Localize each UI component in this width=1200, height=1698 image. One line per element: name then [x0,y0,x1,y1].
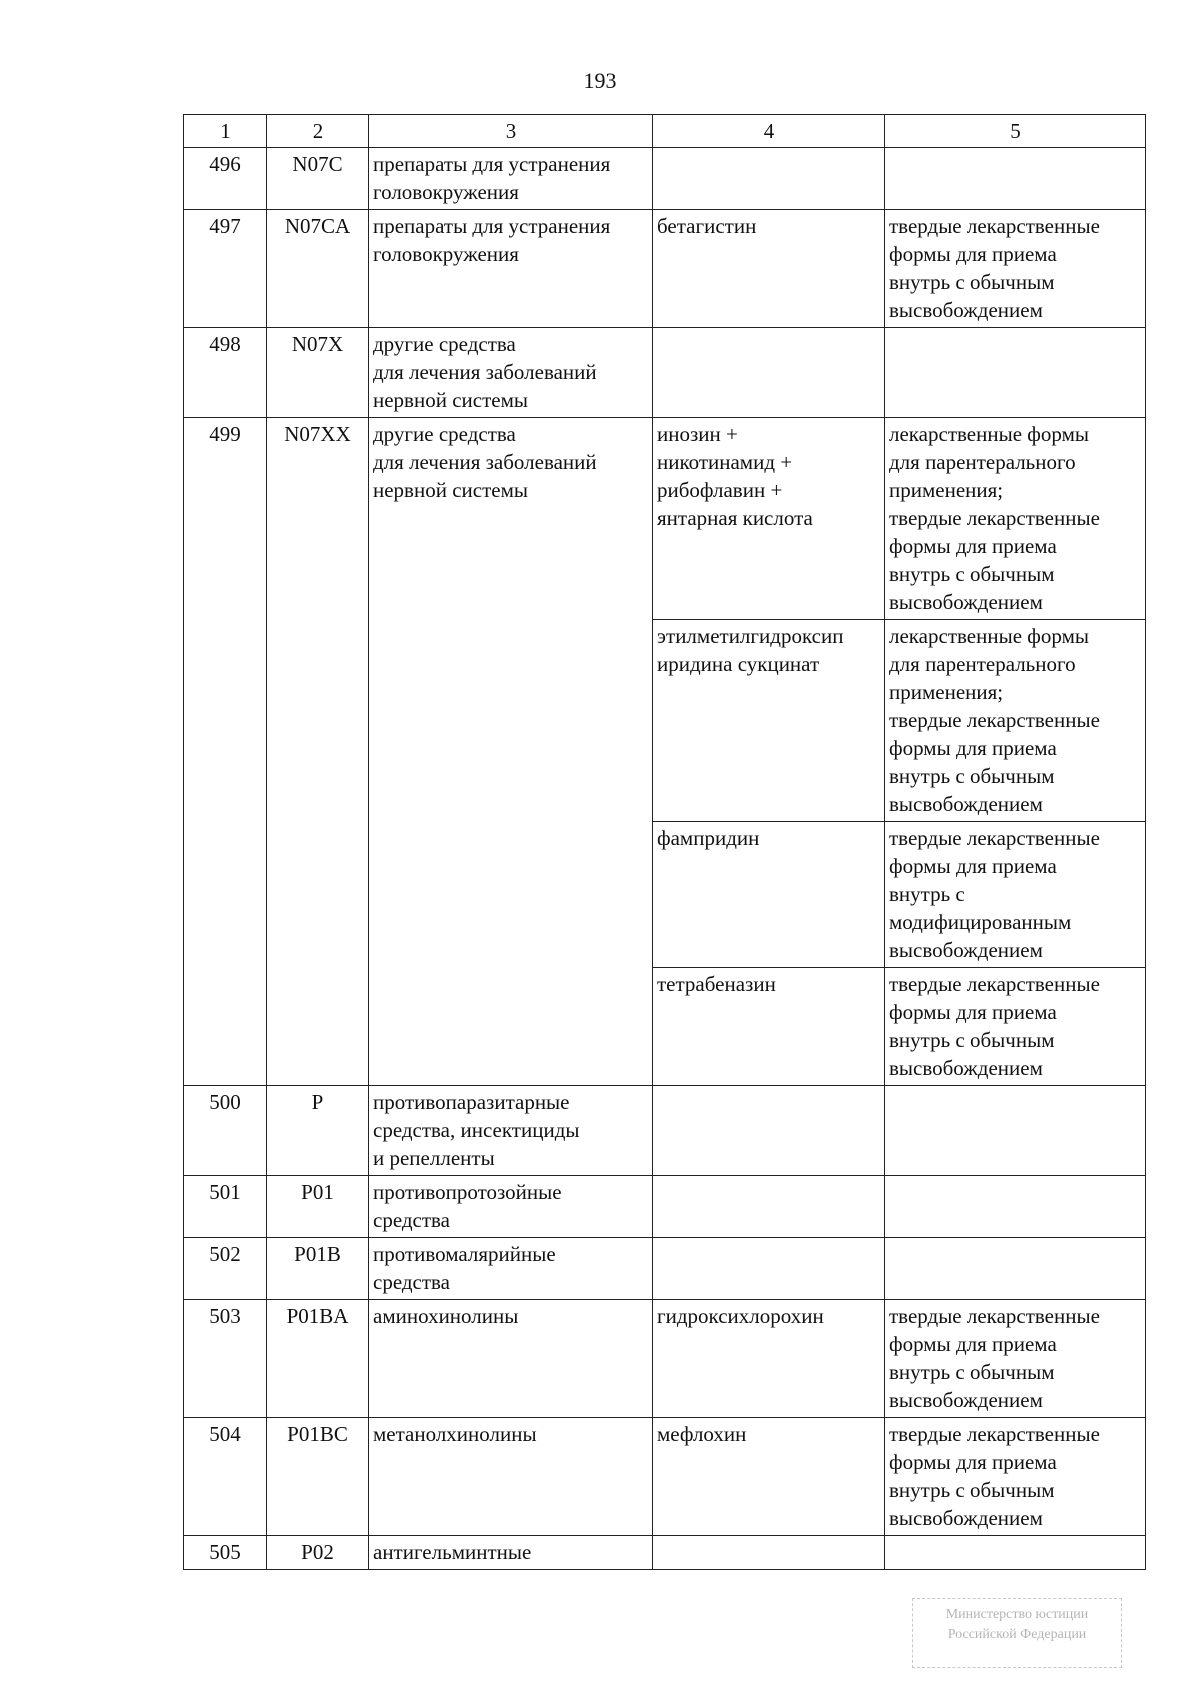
column-number: 3 [369,115,653,148]
dosage-form-cell: твердые лекарственные формы для приема внутрь с обычным высвобождением [885,1418,1146,1536]
table-row [184,1536,1146,1570]
atc-code-cell: P01BA [267,1300,369,1418]
table-row [184,1300,1146,1418]
row-number-cell: 500 [184,1086,267,1176]
atc-code-cell: N07CA [267,210,369,328]
dosage-form-cell: лекарственные формы для парентерального применения; твердые лекарственные формы для приема внутрь с обычным высвобождением [885,418,1146,620]
drug-name-cell [653,1238,885,1300]
drug-name-cell [653,328,885,418]
page-number: 193 [583,68,617,93]
anatomical-group-cell: противомалярийные средства [369,1238,653,1300]
column-number-row [184,115,1146,148]
anatomical-group-cell: препараты для устранения головокружения [369,210,653,328]
anatomical-group-cell: другие средства для лечения заболеваний нервной системы [369,328,653,418]
dosage-form-cell [885,1536,1146,1570]
anatomical-group-cell: метанолхинолины [369,1418,653,1536]
drug-name-cell: мефлохин [653,1418,885,1536]
atc-code-cell: P02 [267,1536,369,1570]
table-row [184,1086,1146,1176]
atc-code-cell: P01BC [267,1418,369,1536]
drug-name-cell: бетагистин [653,210,885,328]
drug-name-cell: тетрабеназин [653,968,885,1086]
drug-name-cell: инозин + никотинамид + рибофлавин + янтарная кислота [653,418,885,620]
row-number-cell: 498 [184,328,267,418]
row-number-cell: 505 [184,1536,267,1570]
column-number: 1 [184,115,267,148]
column-number: 4 [653,115,885,148]
dosage-form-cell: твердые лекарственные формы для приема внутрь с обычным высвобождением [885,210,1146,328]
row-number-cell: 504 [184,1418,267,1536]
dosage-form-cell: твердые лекарственные формы для приема внутрь с обычным высвобождением [885,1300,1146,1418]
anatomical-group-cell: препараты для устранения головокружения [369,148,653,210]
dosage-form-cell [885,1086,1146,1176]
drug-name-cell: этилметилгидроксип иридина сукцинат [653,620,885,822]
row-number-cell: 496 [184,148,267,210]
drug-list-table [183,114,1146,1570]
table-row [184,328,1146,418]
table-row [184,1238,1146,1300]
dosage-form-cell [885,1238,1146,1300]
dosage-form-cell: твердые лекарственные формы для приема внутрь с модифицированным высвобождением [885,822,1146,968]
table-row [184,148,1146,210]
dosage-form-cell [885,328,1146,418]
table-row [184,418,1146,620]
atc-code-cell: N07XX [267,418,369,1086]
atc-code-cell: N07X [267,328,369,418]
anatomical-group-cell: другие средства для лечения заболеваний нервной системы [369,418,653,1086]
dosage-form-cell: твердые лекарственные формы для приема внутрь с обычным высвобождением [885,968,1146,1086]
atc-code-cell: P [267,1086,369,1176]
drug-name-cell: фампридин [653,822,885,968]
table-body [184,115,1146,1570]
atc-code-cell: P01 [267,1176,369,1238]
row-number-cell: 503 [184,1300,267,1418]
table-row [184,1176,1146,1238]
atc-code-cell: P01B [267,1238,369,1300]
anatomical-group-cell: аминохинолины [369,1300,653,1418]
row-number-cell: 497 [184,210,267,328]
dosage-form-cell [885,148,1146,210]
anatomical-group-cell: противопротозойные средства [369,1176,653,1238]
atc-code-cell: N07C [267,148,369,210]
drug-name-cell [653,148,885,210]
row-number-cell: 502 [184,1238,267,1300]
row-number-cell: 499 [184,418,267,1086]
table-row [184,1418,1146,1536]
drug-name-cell: гидроксихлорохин [653,1300,885,1418]
table-row [184,210,1146,328]
column-number: 5 [885,115,1146,148]
drug-name-cell [653,1536,885,1570]
anatomical-group-cell: антигельминтные [369,1536,653,1570]
anatomical-group-cell: противопаразитарные средства, инсектициды и репелленты [369,1086,653,1176]
drug-name-cell [653,1176,885,1238]
row-number-cell: 501 [184,1176,267,1238]
drug-name-cell [653,1086,885,1176]
dosage-form-cell [885,1176,1146,1238]
dosage-form-cell: лекарственные формы для парентерального применения; твердые лекарственные формы для приема внутрь с обычным высвобождением [885,620,1146,822]
column-number: 2 [267,115,369,148]
registration-stamp: Министерство юстиции Российской Федерации [912,1598,1122,1668]
